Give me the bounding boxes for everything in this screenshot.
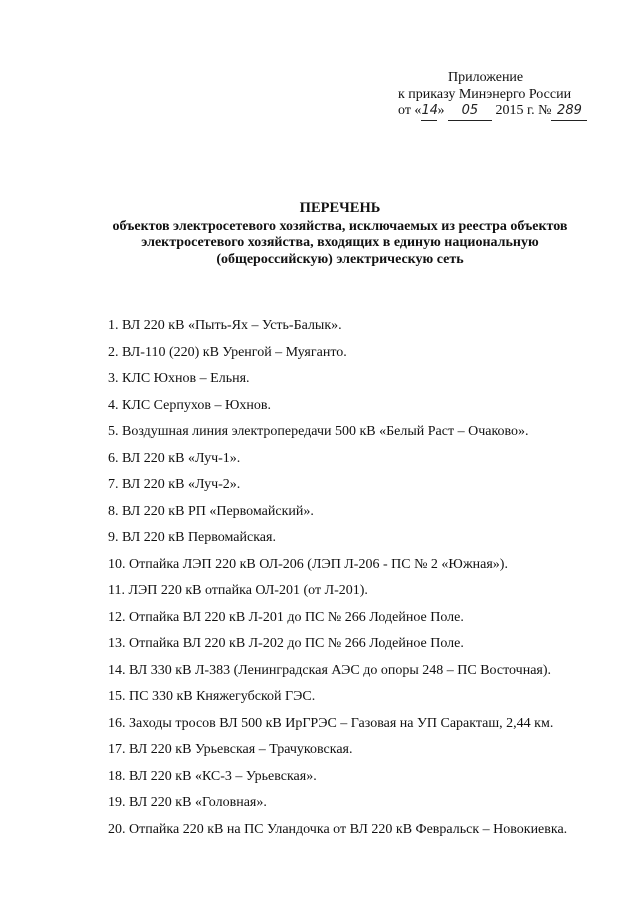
order-number-handwritten: 289	[551, 103, 587, 121]
list-item: 13. Отпайка ВЛ 220 кВ Л-202 до ПС № 266 Лодейное Поле.	[108, 636, 464, 651]
list-item: 18. ВЛ 220 кВ «КС-3 – Урьевская».	[108, 768, 317, 784]
list-item: 14. ВЛ 330 кВ Л-383 (Ленинградская АЭС до опоры 248 – ПС Восточная).	[108, 662, 552, 678]
list-item: 4. КЛС Серпухов – Юхнов.	[108, 397, 271, 413]
appendix-block	[398, 70, 628, 121]
document-title	[60, 200, 620, 268]
objects-list	[108, 316, 628, 846]
list-item: 7. ВЛ 220 кВ «Луч-2».	[108, 477, 241, 492]
appendix-title: Приложение	[448, 70, 524, 85]
date-prefix: от «	[398, 103, 422, 118]
appendix-date-line	[398, 103, 628, 121]
list-item: 19. ВЛ 220 кВ «Головная».	[108, 795, 267, 810]
appendix-order-ref: к приказу Минэнерго России	[398, 86, 572, 102]
title-line-2: электросетевого хозяйства, входящих в единую национальную	[141, 235, 539, 250]
title-line-3: (общероссийскую) электрическую сеть	[216, 251, 464, 267]
list-item: 10. Отпайка ЛЭП 220 кВ ОЛ-206 (ЛЭП Л-206 - ПС № 2 «Южная»).	[108, 556, 508, 572]
list-item: 15. ПС 330 кВ Княжегубской ГЭС.	[108, 689, 316, 704]
list-item: 2. ВЛ-110 (220) кВ Уренгой – Муяганто.	[108, 344, 347, 360]
list-item: 17. ВЛ 220 кВ Урьевская – Трачуковская.	[108, 742, 353, 757]
list-item: 11. ЛЭП 220 кВ отпайка ОЛ-201 (от Л-201).	[108, 583, 368, 598]
list-item: 3. КЛС Юхнов – Ельня.	[108, 371, 250, 386]
list-item: 8. ВЛ 220 кВ РП «Первомайский».	[108, 503, 314, 519]
title-line-1: объектов электросетевого хозяйства, исключаемых из реестра объектов	[112, 218, 568, 234]
list-item: 9. ВЛ 220 кВ Первомайская.	[108, 530, 276, 545]
list-item: 20. Отпайка 220 кВ на ПС Уландочка от ВЛ 220 кВ Февральск – Новокиевка.	[108, 821, 568, 837]
date-mid: »	[437, 103, 445, 118]
title-heading: ПЕРЕЧЕНЬ	[299, 200, 381, 216]
list-item: 1. ВЛ 220 кВ «Пыть-Ях – Усть-Балык».	[108, 318, 342, 333]
list-item: 16. Заходы тросов ВЛ 500 кВ ИрГРЭС – Газовая на УП Саракташ, 2,44 км.	[108, 715, 554, 731]
date-month-handwritten: 05	[448, 103, 492, 121]
date-day-handwritten: 14	[421, 103, 437, 121]
date-year: 2015 г. №	[495, 103, 552, 118]
list-item: 12. Отпайка ВЛ 220 кВ Л-201 до ПС № 266 Лодейное Поле.	[108, 609, 464, 625]
list-item: 5. Воздушная линия электропередачи 500 кВ «Белый Раст – Очаково».	[108, 424, 529, 439]
list-item: 6. ВЛ 220 кВ «Луч-1».	[108, 450, 241, 466]
